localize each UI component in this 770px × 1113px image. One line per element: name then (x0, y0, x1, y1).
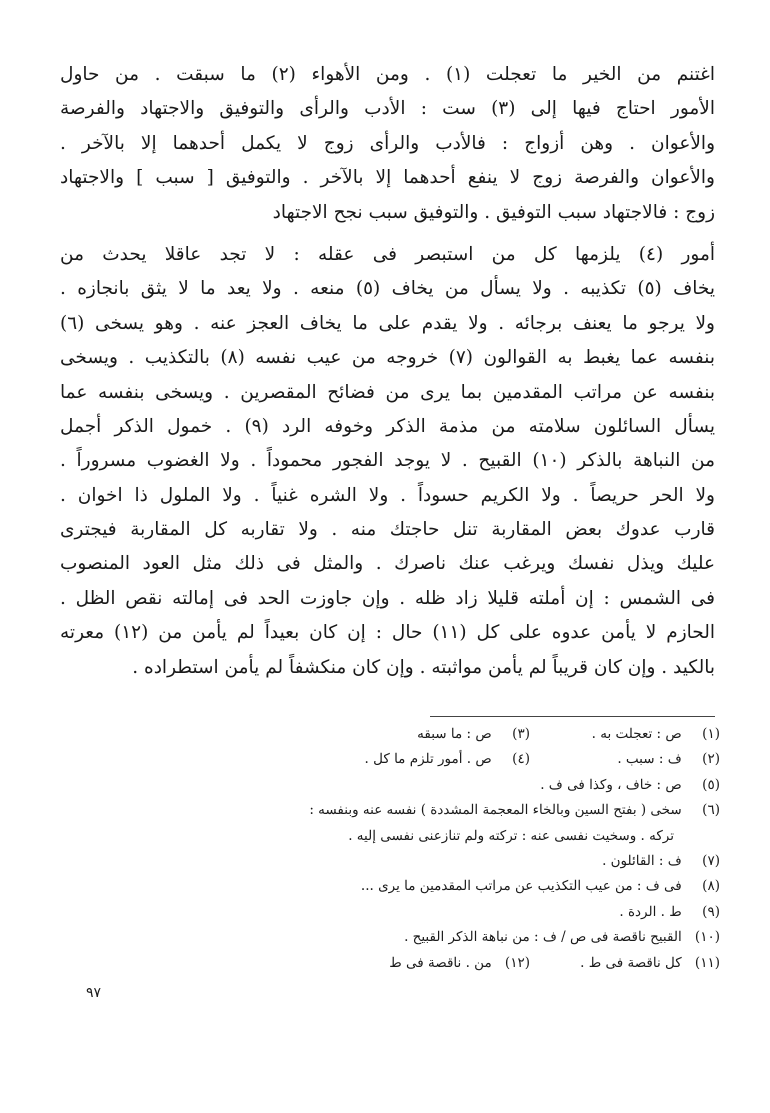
footnote-number: (٥) (702, 776, 720, 793)
footnote-divider (430, 716, 715, 717)
text-line: من النباهة بالذكر (١٠) القبيح . لا يوجد الفجور محموداً . ولا الغضوب مسروراً . (60, 450, 715, 472)
footnote-text: ف : سبب . (617, 751, 682, 768)
text-line: يسأل السائلون سلامته من مذمة الذكر وخوفه الرد (٩) . خمول الذكر أجمل (60, 415, 715, 437)
footnote-text: فى ف : من عيب التكذيب عن مراتب المقدمين ما يرى ... (360, 878, 682, 895)
footnote (140, 849, 720, 874)
main-text (60, 58, 715, 685)
footnote-number: (١) (702, 726, 720, 742)
text-line: بالكيد . وإن كان قريباً لم يأمن مواثبته . وإن كان منكشفاً لم يأمن استطراده . (132, 656, 715, 678)
text-line: الأمور احتاج فيها إلى (٣) ست : الأدب والرأى والتوفيق والاجتهاد والفرصة (60, 98, 715, 120)
footnote (140, 874, 720, 899)
footnote-text: ص : تعجلت به . (591, 726, 682, 742)
footnote-number: (٩) (702, 903, 720, 920)
text-line: ولا الحر حريصاً . ولا الكريم حسوداً . ولا الشره غنياً . ولا الملول ذا اخوان . (60, 484, 715, 506)
text-line: زوج : فالاجتهاد سبب التوفيق . والتوفيق سبب نجح الاجتهاد (272, 201, 715, 223)
text-line: الحازم لا يأمن عدوه على كل (١١) حال : إن كان بعيداً لم يأمن من (١٢) معرته (60, 622, 715, 644)
footnote-text: من . ناقصة فى ط (389, 954, 492, 971)
footnote-number: (٦) (702, 802, 720, 819)
footnote-text: سخى ( بفتح السين وبالخاء المعجمة المشددة ) نفسه عنه وبنفسه : (309, 802, 682, 819)
text-line: اغتنم من الخير ما تعجلت (١) . ومن الأهواء (٢) ما سبقت . من حاول (60, 64, 715, 85)
footnote-text: كل ناقصة فى ط . (580, 954, 682, 971)
footnote-text: القبيح ناقصة فى ص / ف : من نباهة الذكر القبيح . (404, 929, 682, 946)
text-line: عليك ويذل نفسك ويرغب عنك ناصرك . والمثل فى ذلك مثل العود المنصوب (60, 553, 715, 575)
text-line: بنفسه عما يغبط به القوالون (٧) خروجه من عيب نفسه (٨) بالتكذيب . ويسخى (60, 347, 715, 369)
text-line: فى الشمس : إن أملته قليلا زاد ظله . وإن جاوزت الحد فى إمالته نقص الظل . (60, 587, 715, 609)
footnote (140, 747, 720, 772)
footnote (140, 773, 720, 798)
footnote-number: (١٠) (694, 929, 720, 946)
footnote (140, 798, 720, 823)
footnote (140, 951, 720, 976)
footnote-number: (٧) (702, 852, 720, 869)
footnote-text: ط . الردة . (619, 903, 682, 920)
footnote-continuation (140, 824, 720, 849)
footnote-number: (٤) (512, 751, 530, 768)
text-line: قارب عدوك بعض المقاربة تنل حاجتك منه . ولا تقاربه كل المقاربة فيجترى (60, 519, 715, 541)
footnote-number: (٣) (512, 726, 530, 742)
text-line: والأعوان . وهن أزواج : فالأدب والرأى زوج لا يكمل أحدهما إلا بالآخر . (60, 132, 715, 154)
footnote-text: ص : خاف ، وكذا فى ف . (540, 776, 682, 793)
footnote-number: (٢) (702, 751, 720, 768)
footnote (140, 900, 720, 925)
text-line: ولا يرجو ما يعنف برجائه . ولا يقدم على ما يخاف العجز عنه . وهو يسخى (٦) (60, 312, 715, 334)
text-line: والأعوان والفرصة زوج لا ينفع أحدهما إلا بالآخر . والتوفيق [ سبب ] والاجتهاد (60, 167, 715, 189)
footnotes (140, 722, 720, 976)
text-line: بنفسه عن مراتب المقدمين بما يرى من فضائح المقصرين . ويسخى بنفسه عما (60, 381, 715, 403)
footnote-number: (١٢) (504, 954, 530, 971)
text-line: يخاف (٥) تكذيبه . ولا يسأل من يخاف (٥) منعه . ولا يعد ما لا يثق بانجازه . (60, 278, 715, 300)
footnote-number: (٨) (702, 878, 720, 895)
footnote-text: تركه . وسخيت نفسى عنه : تركته ولم تنازعنى نفسى إليه . (348, 827, 674, 844)
page-number: ٩٧ (86, 985, 102, 1001)
footnote (140, 925, 720, 950)
footnote-text: ف : القائلون . (602, 852, 682, 869)
text-line: أمور (٤) يلزمها كل من استبصر فى عقله : لا تجد عاقلا يحدث من (60, 243, 715, 265)
footnote-text: ص . أمور تلزم ما كل . (364, 751, 492, 768)
footnote (140, 722, 720, 747)
footnote-number: (١١) (694, 954, 720, 971)
footnote-text: ص : ما سبقه (417, 726, 492, 742)
